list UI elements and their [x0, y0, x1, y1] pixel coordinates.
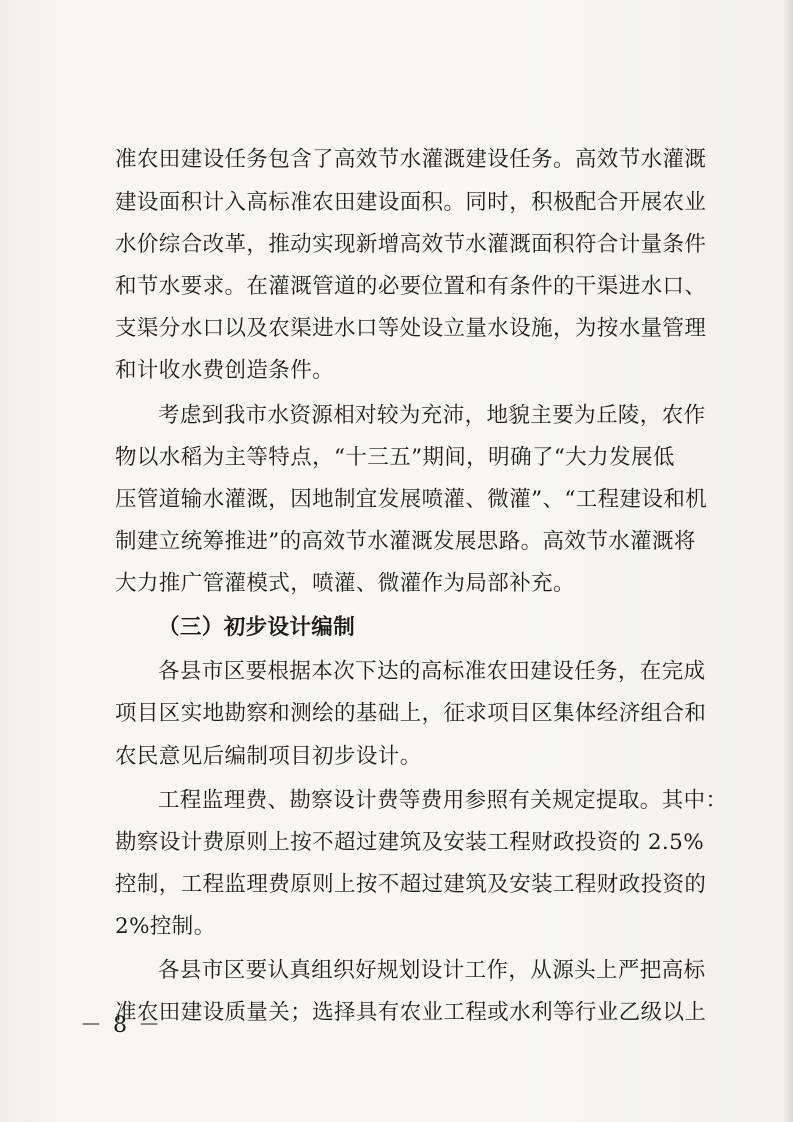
- paragraph-first-line: 考虑到我市水资源相对较为充沛，地貌主要为丘陵，农作: [158, 403, 706, 428]
- text-line: 2%控制。: [115, 914, 216, 939]
- page-edge-shadow: [783, 0, 793, 1122]
- text-line: 水价综合改革，推动实现新增高效节水灌溉面积符合计量条件: [115, 232, 707, 257]
- text-line: 制建立统筹推进”的高效节水灌溉发展思路。高效节水灌溉将: [115, 529, 696, 554]
- paragraph-first-line: 各县市区要认真组织好规划设计工作，从源头上严把高标: [158, 958, 706, 983]
- text-line: 压管道输水灌溉，因地制宜发展喷灌、微灌”、“工程建设和机: [115, 487, 708, 512]
- text-line: 项目区实地勘察和测绘的基础上，征求项目区集体经济组合和: [115, 701, 707, 726]
- text-line: 建设面积计入高标准农田建设面积。同时，积极配合开展农业: [115, 190, 707, 215]
- text-line: 勘察设计费原则上按不超过建筑及安装工程财政投资的 2.5%: [115, 830, 705, 855]
- page-number: － 8 －: [80, 1013, 162, 1038]
- text-line: 准农田建设质量关；选择具有农业工程或水利等行业乙级以上: [115, 1000, 707, 1025]
- paragraph-first-line: 各县市区要根据本次下达的高标准农田建设任务，在完成: [158, 659, 706, 684]
- text-line: 控制，工程监理费原则上按不超过建筑及安装工程财政投资的: [115, 872, 707, 897]
- text-line: 和节水要求。在灌溉管道的必要位置和有条件的干渠进水口、: [115, 274, 707, 299]
- paragraph-first-line: 工程监理费、勘察设计费等费用参照有关规定提取。其中：: [158, 788, 728, 813]
- section-heading: （三）初步设计编制: [158, 615, 356, 640]
- text-line: 支渠分水口以及农渠进水口等处设立量水设施，为按水量管理: [115, 316, 707, 341]
- text-line: 物以水稻为主等特点，“十三五”期间，明确了“大力发展低: [115, 445, 675, 470]
- text-line: 和计收水费创造条件。: [115, 358, 335, 383]
- text-line: 农民意见后编制项目初步设计。: [115, 744, 422, 769]
- text-line: 准农田建设任务包含了高效节水灌溉建设任务。高效节水灌溉: [115, 147, 707, 172]
- text-line: 大力推广管灌模式，喷灌、微灌作为局部补充。: [115, 571, 575, 596]
